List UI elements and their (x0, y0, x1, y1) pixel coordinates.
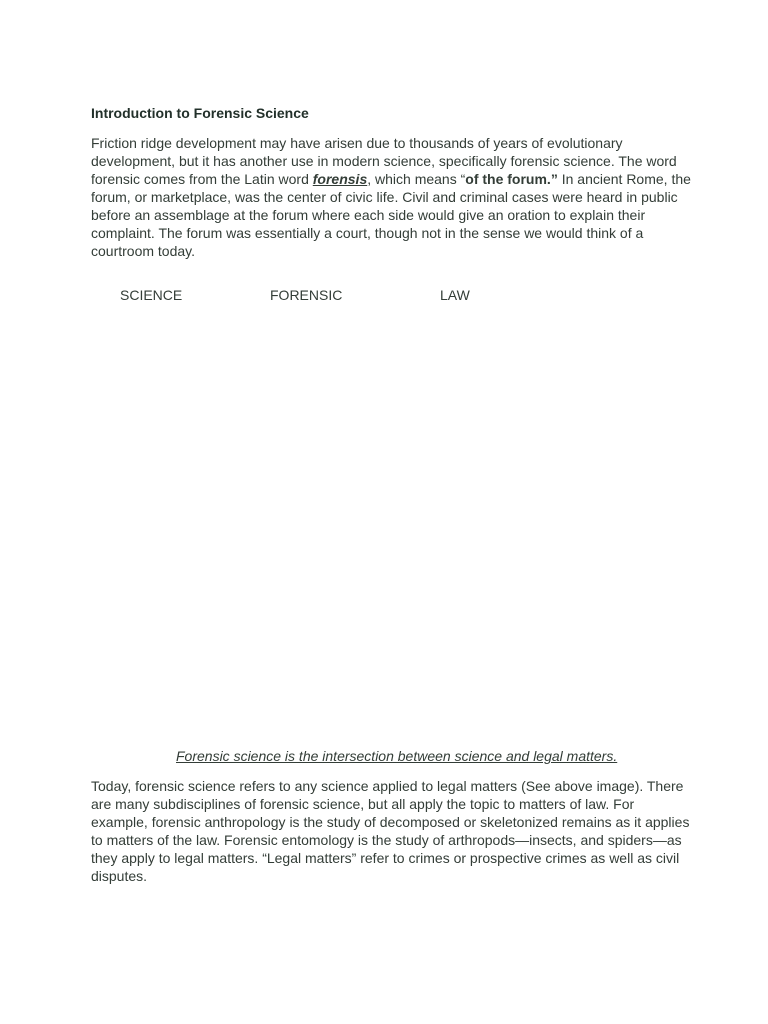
latin-meaning: of the forum.” (465, 171, 558, 187)
label-law: LAW (440, 287, 470, 303)
label-science: SCIENCE (120, 287, 183, 303)
label-forensic: FORENSIC (270, 287, 343, 303)
venn-diagram-labels (0, 287, 768, 307)
intro-text-part2: , which means “ (367, 171, 466, 187)
latin-word: forensis (312, 171, 368, 187)
figure-caption: Forensic science is the intersection between science and legal matters. (176, 748, 618, 764)
intro-text-part1: Friction ridge development may have arisen due to thousands of years of evolutionary development, but it has another use in modern science, specifically forensic science. The word forensic comes from the Latin word (91, 135, 677, 187)
document-heading: Introduction to Forensic Science (91, 105, 309, 121)
venn-diagram-image (91, 312, 691, 732)
intro-paragraph (91, 134, 691, 260)
body-paragraph: Today, forensic science refers to any science applied to legal matters (See above image). There are many subdisciplines of forensic science, but all apply the topic to matters of law. For example, forensic anthropology is the study of decomposed or skeletonized remains as it applies to matters of the law. Forensic entomology is the study of arthropods—insects, and spiders—as they apply to legal matters. “Legal matters” refer to crimes or prospective crimes as well as civil disputes. (91, 778, 690, 884)
intro-text-part3: In ancient Rome, the forum, or marketplace, was the center of civic life. Civil and criminal cases were heard in public before an assemblage at the forum where each side would give an oration to explain their complaint. The forum was essentially a court, though not in the sense we would think of a courtroom today. (91, 171, 691, 259)
